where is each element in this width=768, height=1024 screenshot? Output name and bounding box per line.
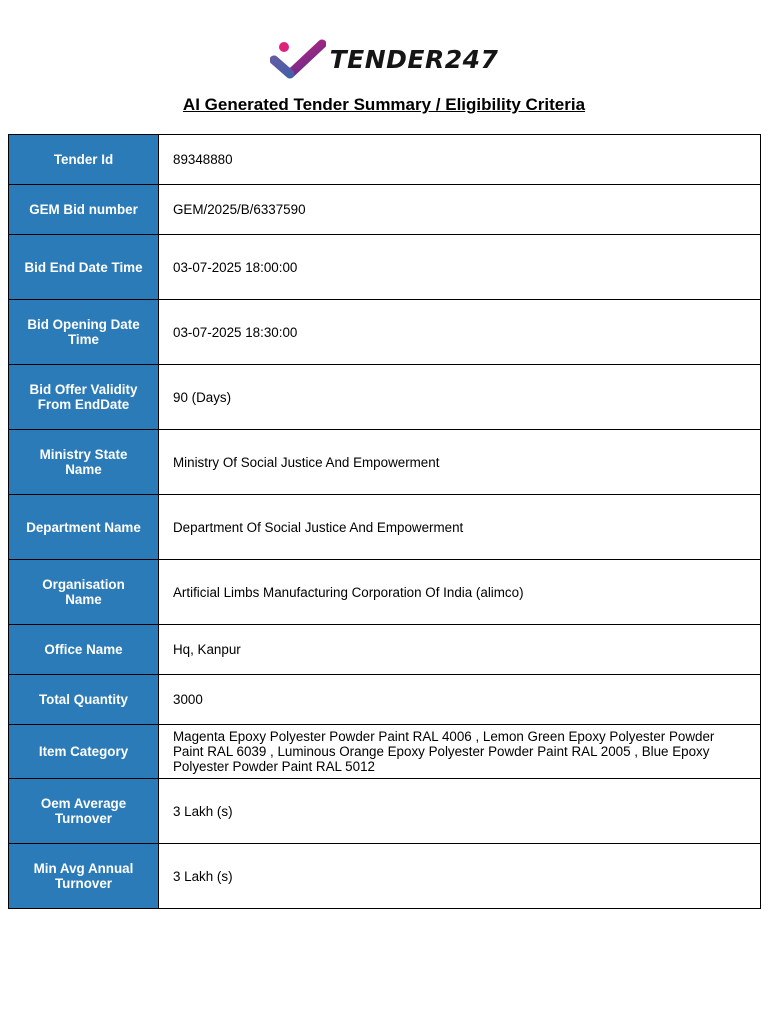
table-row [9, 135, 761, 185]
tender-summary-table [8, 134, 761, 909]
row-value: Artificial Limbs Manufacturing Corporation Of India (alimco) [159, 560, 761, 625]
row-label: GEM Bid number [9, 185, 159, 235]
table-row [9, 675, 761, 725]
row-label: Bid End Date Time [9, 235, 159, 300]
row-label: Min Avg Annual Turnover [9, 844, 159, 909]
row-value: Department Of Social Justice And Empowerment [159, 495, 761, 560]
row-value: 3000 [159, 675, 761, 725]
row-value: Ministry Of Social Justice And Empowerment [159, 430, 761, 495]
checkmark-logo-icon [270, 38, 326, 80]
table-row [9, 430, 761, 495]
table-row [9, 185, 761, 235]
row-value: GEM/2025/B/6337590 [159, 185, 761, 235]
row-value: 03-07-2025 18:30:00 [159, 300, 761, 365]
row-label: Department Name [9, 495, 159, 560]
row-label: Ministry State Name [9, 430, 159, 495]
table-row [9, 625, 761, 675]
table-row [9, 560, 761, 625]
row-value: Hq, Kanpur [159, 625, 761, 675]
page-title: AI Generated Tender Summary / Eligibility Criteria [182, 95, 586, 114]
table-row [9, 365, 761, 430]
row-label: Oem Average Turnover [9, 779, 159, 844]
table-row [9, 300, 761, 365]
row-label: Bid Offer Validity From EndDate [9, 365, 159, 430]
table-row [9, 235, 761, 300]
row-label: Bid Opening Date Time [9, 300, 159, 365]
row-value: 3 Lakh (s) [159, 779, 761, 844]
table-row [9, 779, 761, 844]
logo-text: TENDER247 [329, 44, 499, 74]
row-label: Tender Id [9, 135, 159, 185]
row-value: 89348880 [159, 135, 761, 185]
row-label: Item Category [9, 725, 159, 779]
row-value: 3 Lakh (s) [159, 844, 761, 909]
table-row [9, 495, 761, 560]
row-value: 90 (Days) [159, 365, 761, 430]
brand-logo [0, 38, 768, 80]
row-label: Office Name [9, 625, 159, 675]
table-row [9, 844, 761, 909]
row-label: Organisation Name [9, 560, 159, 625]
row-label: Total Quantity [9, 675, 159, 725]
row-value: 03-07-2025 18:00:00 [159, 235, 761, 300]
row-value: Magenta Epoxy Polyester Powder Paint RAL 4006 , Lemon Green Epoxy Polyester Powder Paint RAL 6039 , Luminous Orange Epoxy Polyester Powder Paint RAL 2005 , Blue Epoxy Polyester Powder Paint RAL 5012 [159, 725, 761, 779]
table-row [9, 725, 761, 779]
